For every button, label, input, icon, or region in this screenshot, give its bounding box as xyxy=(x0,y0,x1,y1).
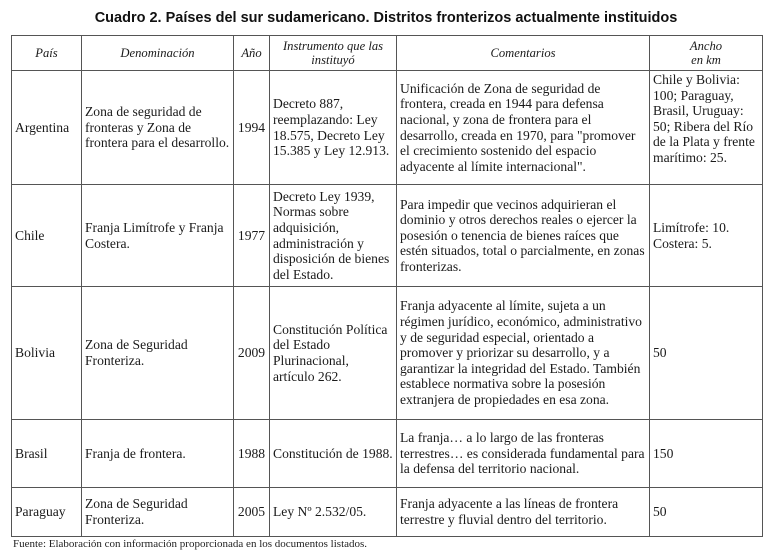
header-width-line1: Ancho xyxy=(689,39,723,53)
width-cell: Chile y Bolivia: 100; Paraguay, Brasil, Uruguay: 50; Ribera del Río de la Plata y frente marítimo: 25. xyxy=(650,71,763,185)
instrument-cell: Constitución de 1988. xyxy=(270,420,397,488)
width-cell: Limítrofe: 10. Costera: 5. xyxy=(650,185,763,287)
country-cell: Bolivia xyxy=(12,287,82,420)
instrument-cell: Decreto Ley 1939, Normas sobre adquisición, administración y disposición de bienes del Estado. xyxy=(270,185,397,287)
country-cell: Chile xyxy=(12,185,82,287)
header-name: Denominación xyxy=(82,36,234,71)
name-cell: Franja de frontera. xyxy=(82,420,234,488)
comments-cell: Franja adyacente al límite, sujeta a un régimen jurídico, económico, administrativo y de seguridad especial, orientado a promover y priorizar su desarrollo, y a garantizar la integridad del Estado. También establece normativa sobre la posesión extranjera de propiedades en esa zona. xyxy=(397,287,650,420)
header-width-line2: en km xyxy=(691,53,721,67)
header-width xyxy=(650,36,763,71)
year-cell: 2009 xyxy=(234,287,270,420)
header-country: País xyxy=(12,36,82,71)
table-row xyxy=(12,287,763,420)
country-cell: Argentina xyxy=(12,71,82,185)
instrument-cell: Constitución Política del Estado Plurinacional, artículo 262. xyxy=(270,287,397,420)
header-comments: Comentarios xyxy=(397,36,650,71)
comments-cell: La franja… a lo largo de las fronteras terrestres… es considerada fundamental para la defensa del territorio nacional. xyxy=(397,420,650,488)
name-cell: Zona de Seguridad Fronteriza. xyxy=(82,488,234,537)
year-cell: 2005 xyxy=(234,488,270,537)
width-cell: 50 xyxy=(650,488,763,537)
country-cell: Paraguay xyxy=(12,488,82,537)
border-districts-table xyxy=(11,35,763,537)
comments-cell: Franja adyacente a las líneas de frontera terrestre y fluvial dentro del territorio. xyxy=(397,488,650,537)
year-cell: 1977 xyxy=(234,185,270,287)
width-cell: 50 xyxy=(650,287,763,420)
table-row xyxy=(12,71,763,185)
comments-cell: Para impedir que vecinos adquirieran el dominio y otros derechos reales o ejercer la posesión o tenencia de bienes raíces que estén situados, total o parcialmente, en zonas fronterizas. xyxy=(397,185,650,287)
instrument-cell: Ley Nº 2.532/05. xyxy=(270,488,397,537)
year-cell: 1988 xyxy=(234,420,270,488)
name-cell: Zona de Seguridad Fronteriza. xyxy=(82,287,234,420)
name-cell: Zona de seguridad de fronteras y Zona de frontera para el desarrollo. xyxy=(82,71,234,185)
country-cell: Brasil xyxy=(12,420,82,488)
table-row xyxy=(12,420,763,488)
source-footnote: Fuente: Elaboración con información proporcionada en los documentos listados. xyxy=(13,538,368,550)
table-title: Cuadro 2. Países del sur sudamericano. Distritos fronterizos actualmente instituidos xyxy=(94,10,678,26)
year-cell: 1994 xyxy=(234,71,270,185)
width-cell: 150 xyxy=(650,420,763,488)
header-year: Año xyxy=(234,36,270,71)
header-row xyxy=(12,36,763,71)
header-instrument: Instrumento que las instituyó xyxy=(270,36,397,71)
table-row xyxy=(12,185,763,287)
table-row xyxy=(12,488,763,537)
instrument-cell: Decreto 887, reemplazando: Ley 18.575, Decreto Ley 15.385 y Ley 12.913. xyxy=(270,71,397,185)
name-cell: Franja Limítrofe y Franja Costera. xyxy=(82,185,234,287)
comments-cell: Unificación de Zona de seguridad de frontera, creada en 1944 para defensa nacional, y zona de frontera para el desarrollo, creada en 1970, para "promover el crecimiento sostenido del espacio adyacente al límite internacional". xyxy=(397,71,650,185)
